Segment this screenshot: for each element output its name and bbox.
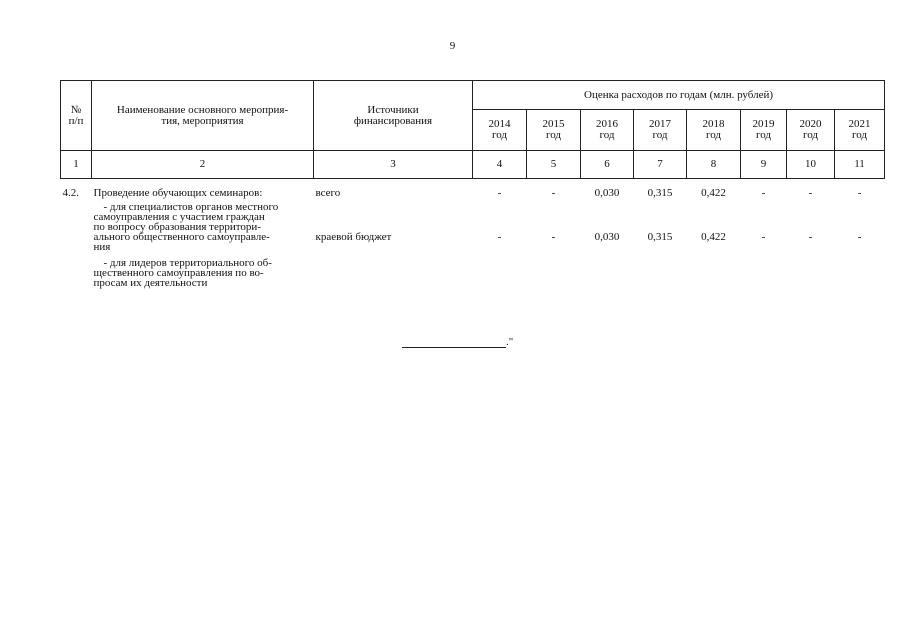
header-num-line1: № xyxy=(70,103,82,116)
col-number: 3 xyxy=(314,151,473,179)
col-number: 11 xyxy=(835,151,885,179)
row-number: 4.2. xyxy=(62,187,79,199)
row-value: 0,315 xyxy=(647,231,673,243)
row-source: всего xyxy=(315,187,341,199)
header-year-2021: 2021 год xyxy=(835,110,885,151)
header-year-2016: 2016 год xyxy=(581,110,634,151)
header-year-2014: 2014 год xyxy=(473,110,527,151)
header-year-2020: 2020 год xyxy=(787,110,835,151)
col-number: 1 xyxy=(61,151,92,179)
signature-line xyxy=(402,337,506,348)
row-number xyxy=(61,252,92,288)
header-year-2018: 2018 год xyxy=(687,110,741,151)
col-number: 2 xyxy=(92,151,314,179)
header-year-2019: 2019 год xyxy=(741,110,787,151)
budget-table xyxy=(60,80,885,288)
row-value: - xyxy=(497,187,502,199)
row-value: - xyxy=(857,231,862,243)
row-name: - для специалистов органов местного самоуправления с участием граждан по вопросу образования территори- ального общественного самоуправле- ния xyxy=(93,201,279,253)
row-value: - xyxy=(551,231,556,243)
row-value: 0,030 xyxy=(594,187,620,199)
col-number: 10 xyxy=(787,151,835,179)
row-name: Проведение обучающих семинаров: xyxy=(93,187,263,199)
row-name: - для лидеров территориального об- щественного самоуправления по во- просам их деятельности xyxy=(93,257,272,289)
row-value: 0,315 xyxy=(647,187,673,199)
header-source-line1: Источники xyxy=(367,103,419,116)
row-value: 0,422 xyxy=(701,187,726,199)
closing-mark: ." xyxy=(506,336,514,348)
table-row xyxy=(61,252,885,288)
row-value: 0,030 xyxy=(594,231,620,243)
header-num-line2: п/п xyxy=(68,114,84,127)
header-source-line2: финансирования xyxy=(353,114,433,127)
col-number: 6 xyxy=(581,151,634,179)
header-year-2017: 2017 год xyxy=(634,110,687,151)
header-source xyxy=(314,81,473,151)
row-value: - xyxy=(808,187,813,199)
header-name xyxy=(92,81,314,151)
row-source: краевой бюджет xyxy=(315,231,392,243)
row-value: - xyxy=(761,231,766,243)
column-numbers-row xyxy=(61,151,885,179)
col-number: 7 xyxy=(634,151,687,179)
closing-signature xyxy=(402,336,513,348)
col-number: 4 xyxy=(473,151,527,179)
col-number: 9 xyxy=(741,151,787,179)
row-number xyxy=(61,198,92,252)
page-number: 9 xyxy=(449,40,456,52)
header-year-2015: 2015 год xyxy=(527,110,581,151)
row-value: - xyxy=(761,187,766,199)
table-row xyxy=(61,188,885,198)
row-value: - xyxy=(808,231,813,243)
table-row xyxy=(61,198,885,252)
header-num xyxy=(61,81,92,151)
header-name-line2: тия, мероприятия xyxy=(161,114,244,127)
col-number: 8 xyxy=(687,151,741,179)
row-value: 0,422 xyxy=(701,231,726,243)
row-value: - xyxy=(857,187,862,199)
header-name-line1: Наименование основного мероприя- xyxy=(116,103,289,116)
row-value: - xyxy=(551,187,556,199)
row-value: - xyxy=(497,231,502,243)
header-expenses: Оценка расходов по годам (млн. рублей) xyxy=(473,81,885,110)
col-number: 5 xyxy=(527,151,581,179)
